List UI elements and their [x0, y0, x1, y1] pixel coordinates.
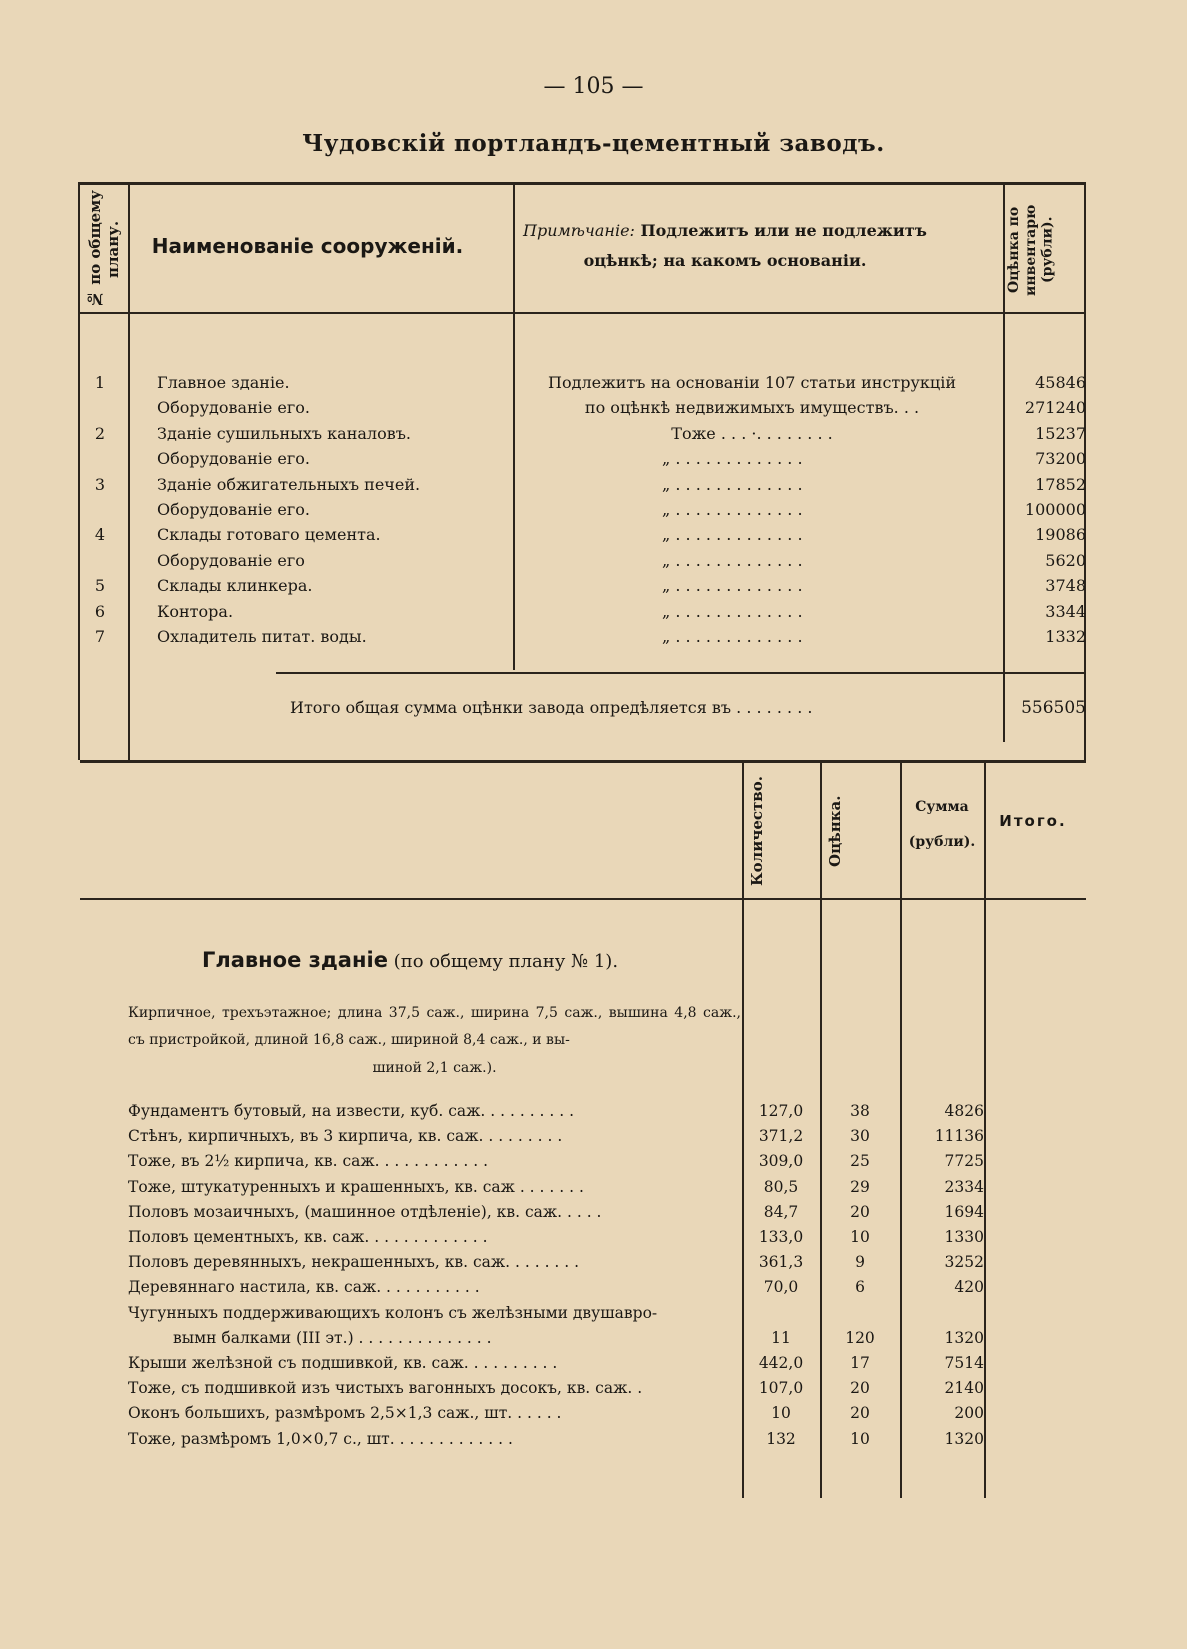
header-total: Итого. — [999, 812, 1067, 830]
item-quantity: 107,0 — [758, 1379, 804, 1398]
header-note-label: Примѣчаніе: — [523, 221, 635, 240]
section-title-main: Главное зданіе — [201, 948, 388, 972]
item-quantity — [742, 1300, 820, 1326]
item-sum: 1320 — [944, 1429, 984, 1448]
row-plan-number: 5 — [94, 576, 106, 596]
page-title: Чудовскій портландъ-цементный заводъ. — [302, 130, 885, 157]
row-plan-number — [80, 395, 120, 421]
row-inventory-value: 100000 — [1024, 500, 1086, 519]
row-structure-name: Контора. — [157, 601, 234, 621]
item-label: Тоже, размѣромъ 1,0×0,7 с., шт. . . . . . . . . . . . . — [128, 1429, 513, 1448]
header-inventory-value: Оцѣнка по инвентарю (рубли). — [1006, 204, 1056, 296]
item-label: Крыши желѣзной съ подшивкой, кв. саж. . . . . . . . . . — [128, 1354, 558, 1372]
item-price: 20 — [850, 1404, 870, 1423]
row-plan-number — [80, 446, 120, 472]
item-price — [820, 1300, 900, 1326]
table1-top-rule — [78, 182, 1086, 185]
total-value: 556505 — [1021, 698, 1086, 718]
row-plan-number: 4 — [94, 525, 106, 545]
row-structure-name: Склады готоваго цемента. — [157, 525, 381, 545]
item-label: Половъ мозаичныхъ, (машинное отдѣленіе), кв. саж. . . . . — [128, 1202, 602, 1221]
item-label: Тоже, штукатуренныхъ и крашенныхъ, кв. саж . . . . . . . — [128, 1177, 584, 1196]
row-structure-name: Охладитель питат. воды. — [157, 627, 367, 646]
row-plan-number: 3 — [94, 474, 106, 494]
item-price: 6 — [855, 1278, 865, 1297]
row-structure-name: Зданіе обжигательныхъ печей. — [157, 474, 421, 494]
header-price: Оцѣнка. — [826, 795, 844, 867]
row-inventory-value: 73200 — [1035, 449, 1086, 469]
row-inventory-value: 5620 — [1045, 550, 1086, 570]
item-quantity: 127,0 — [758, 1102, 804, 1120]
item-label: Стѣнъ, кирпичныхъ, въ 3 кирпича, кв. саж. . . . . . . . . — [128, 1127, 563, 1146]
row-note: по оцѣнкѣ недвижимыхъ имуществъ. . . — [584, 398, 920, 418]
row-note: „ . . . . . . . . . . . . . — [662, 449, 803, 469]
row-plan-number — [80, 497, 120, 523]
item-price: 17 — [850, 1354, 870, 1372]
row-note: Тоже . . . ·. . . . . . . . — [671, 423, 833, 443]
row-plan-number: 2 — [94, 423, 106, 443]
item-price: 10 — [850, 1228, 870, 1246]
row-structure-name: Оборудованіе его — [157, 550, 305, 570]
total-label: Итого общая сумма оцѣнки завода опредѣляется въ . . . . . . . . — [290, 698, 813, 717]
header-sum: Сумма (рубли). — [908, 799, 976, 850]
row-plan-number: 6 — [94, 601, 106, 621]
item-quantity: 132 — [766, 1429, 796, 1448]
table1-col-divider — [128, 182, 130, 760]
page-number: — 105 — — [543, 74, 644, 99]
item-quantity: 10 — [771, 1404, 791, 1423]
row-inventory-value: 271240 — [1024, 398, 1086, 418]
item-sum: 11136 — [934, 1127, 984, 1146]
header-structure-name: Наименованіе сооруженій. — [151, 234, 464, 258]
row-note: „ . . . . . . . . . . . . . — [662, 550, 803, 570]
item-price: 20 — [850, 1379, 870, 1398]
row-inventory-value: 17852 — [1035, 474, 1086, 494]
item-label: Половъ цементныхъ, кв. саж. . . . . . . . . . . . . — [128, 1228, 488, 1246]
row-inventory-value: 3344 — [1045, 601, 1086, 621]
table2-top-rule — [80, 760, 1086, 763]
item-quantity: 442,0 — [758, 1354, 804, 1372]
table2-header-rule — [80, 898, 1086, 900]
item-sum: 7514 — [944, 1354, 984, 1372]
item-sum: 7725 — [944, 1152, 984, 1171]
item-sum — [900, 1300, 984, 1326]
item-price: 29 — [850, 1177, 870, 1196]
item-quantity: 80,5 — [763, 1177, 799, 1196]
row-structure-name: Оборудованіе его. — [157, 449, 310, 469]
section-title — [80, 948, 740, 972]
item-quantity: 70,0 — [763, 1278, 799, 1297]
item-price: 25 — [850, 1152, 870, 1171]
item-quantity: 309,0 — [758, 1152, 804, 1171]
row-note: „ . . . . . . . . . . . . . — [662, 500, 803, 519]
item-sum: 3252 — [944, 1253, 984, 1272]
row-note: Подлежитъ на основаніи 107 статьи инструкцій — [548, 373, 956, 392]
item-sum: 4826 — [944, 1102, 984, 1120]
item-price: 38 — [850, 1102, 870, 1120]
item-sum: 1320 — [944, 1328, 984, 1347]
row-structure-name: Главное зданіе. — [157, 373, 290, 392]
header-note-text: Подлежитъ или не подлежитъ оцѣнкѣ; на какомъ основаніи. — [583, 221, 927, 271]
item-price: 120 — [845, 1328, 875, 1347]
row-note: „ . . . . . . . . . . . . . — [662, 627, 803, 646]
item-label: Деревяннаго настила, кв. саж. . . . . . . . . . . — [128, 1278, 480, 1297]
row-inventory-value: 3748 — [1045, 576, 1086, 596]
header-quantity: Количество. — [748, 776, 766, 886]
section-title-sub: (по общему плану № 1). — [393, 951, 619, 972]
item-sum: 2140 — [944, 1379, 984, 1398]
item-label: Тоже, въ 2½ кирпича, кв. саж. . . . . . . . . . . . — [128, 1152, 488, 1171]
item-price: 9 — [855, 1253, 865, 1272]
row-structure-name: Оборудованіе его. — [157, 500, 310, 519]
item-label: Оконъ большихъ, размѣромъ 2,5×1,3 саж., шт. . . . . . — [128, 1404, 562, 1423]
row-note: „ . . . . . . . . . . . . . — [662, 576, 803, 596]
description-last-line: шиной 2,1 саж.). — [372, 1059, 497, 1076]
item-price: 20 — [850, 1202, 870, 1221]
row-inventory-value: 15237 — [1035, 423, 1086, 443]
row-structure-name: Зданіе сушильныхъ каналовъ. — [157, 423, 411, 443]
item-quantity: 361,3 — [758, 1253, 804, 1272]
item-price: 10 — [850, 1429, 870, 1448]
item-quantity: 84,7 — [763, 1202, 799, 1221]
item-sum: 1330 — [944, 1228, 984, 1246]
item-sum: 2334 — [944, 1177, 984, 1196]
item-label: Чугунныхъ поддерживающихъ колонъ съ желѣзными двушавро- — [128, 1303, 658, 1322]
row-note: „ . . . . . . . . . . . . . — [662, 474, 803, 494]
row-plan-number: 1 — [94, 373, 106, 392]
item-sum: 420 — [954, 1278, 984, 1297]
item-quantity: 371,2 — [758, 1127, 804, 1146]
item-quantity: 11 — [771, 1328, 791, 1347]
header-plan-number: № по общему плану. — [86, 190, 122, 308]
item-quantity: 133,0 — [758, 1228, 804, 1246]
table2-col-divider — [984, 760, 986, 1498]
row-note: „ . . . . . . . . . . . . . — [662, 525, 803, 545]
row-plan-number — [80, 548, 120, 574]
table1-header-rule — [78, 312, 1086, 314]
item-label: вымн балками (III эт.) . . . . . . . . . . . . . . — [173, 1328, 492, 1347]
row-structure-name: Склады клинкера. — [157, 576, 313, 596]
item-sum: 1694 — [944, 1202, 984, 1221]
section-description — [128, 1000, 741, 1082]
item-label: Фундаментъ бутовый, на извести, куб. саж. . . . . . . . . . — [128, 1102, 575, 1120]
item-label: Тоже, съ подшивкой изъ чистыхъ вагонныхъ досокъ, кв. саж. . — [128, 1379, 643, 1398]
item-sum: 200 — [954, 1404, 984, 1423]
row-plan-number: 7 — [94, 627, 106, 646]
item-price: 30 — [850, 1127, 870, 1146]
header-note — [500, 216, 950, 277]
description-text: Кирпичное, трехъэтажное; длина 37,5 саж., ширина 7,5 саж., вышина 4,8 саж., съ пристройкой, длиной 16,8 саж., шириной 8,4 саж., и вы- — [128, 1005, 741, 1049]
row-note: „ . . . . . . . . . . . . . — [662, 601, 803, 621]
row-structure-name: Оборудованіе его. — [157, 398, 310, 418]
row-inventory-value: 19086 — [1035, 525, 1086, 545]
row-inventory-value: 45846 — [1035, 373, 1086, 392]
table1-sum-rule — [276, 672, 1086, 674]
row-inventory-value: 1332 — [1045, 627, 1086, 646]
item-label: Половъ деревянныхъ, некрашенныхъ, кв. саж. . . . . . . . — [128, 1253, 580, 1272]
